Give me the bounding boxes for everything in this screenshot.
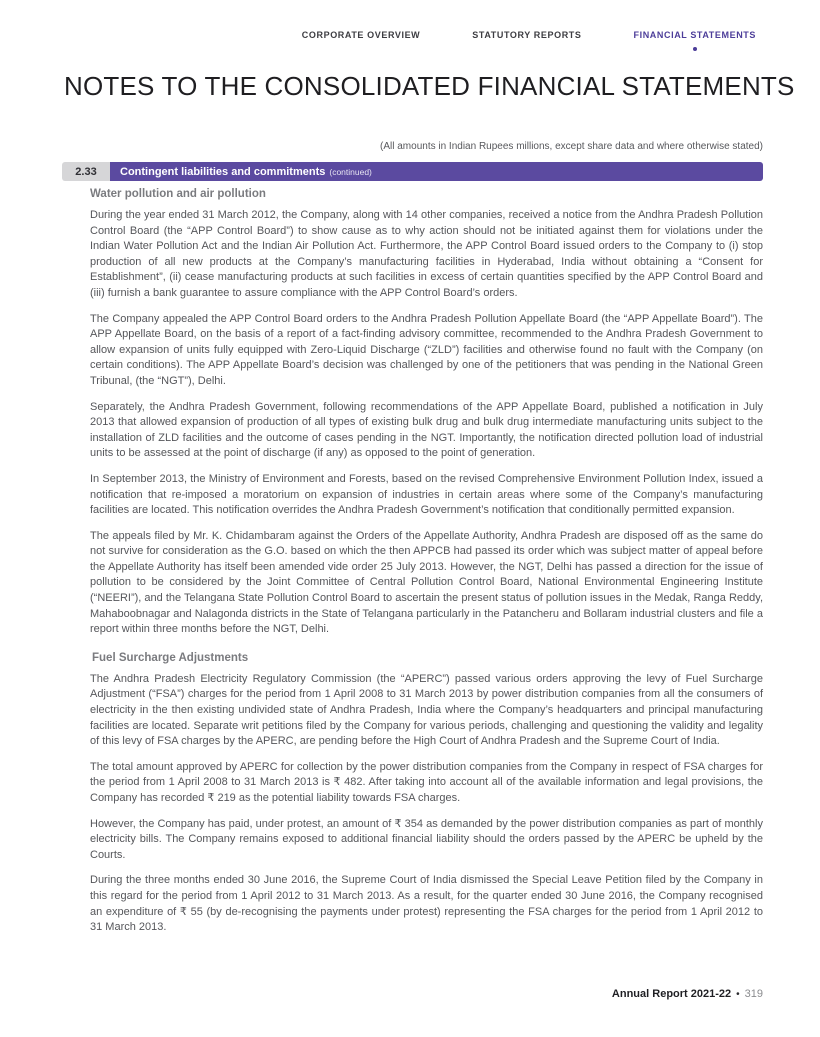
paragraph: Separately, the Andhra Pradesh Government, following recommendations of the APP Appellate Board, published a notification in July 2013 that allowed expansion of production of all types of existing bulk drug and bulk drug intermediate manufacturing units subject to the installation of ZLD facilities and the outcome of cases pending in the NGT. Importantly, the notification directed pollution load of industrial units to be assessed at the point of discharge (if any) as opposed to the point of generation.	[90, 400, 763, 460]
footer-page-number: 319	[744, 988, 763, 1000]
paragraph: The Company appealed the APP Control Board orders to the Andhra Pradesh Pollution Appellate Board (the “APP Appellate Board”). The APP Appellate Board, on the basis of a report of a fact-finding advisory committee, recommended to the Andhra Pradesh Government to allow expansion of units fully equipped with Zero-Liquid Discharge (“ZLD”) facilities and otherwise found no fault with the Company (on certain conditions). The APP Appellate Board’s decision was challenged by one of the petitioners that was pending in the National Green Tribunal, (the “NGT”), Delhi.	[90, 312, 763, 387]
subsection-heading-fuel-surcharge: Fuel Surcharge Adjustments	[92, 651, 249, 664]
nav-tab-statutory-reports[interactable]	[472, 30, 581, 40]
nav-tab-financial-statements[interactable]	[634, 30, 757, 51]
paragraph: The appeals filed by Mr. K. Chidambaram against the Orders of the Appellate Authority, Andhra Pradesh are disposed off as the same do not survive for consideration as the G.O. based on which the then APPCB had passed its order which was subject matter of appeal before the Appellate Authority has itself been amended vide order 25 July 2013. However, the NGT, Delhi has passed a direction for the issue of pollution to be considered by the Joint Committee of Central Pollution Control Board, National Environmental Engineering Institute (“NEERI”), and the Telangana State Pollution Control Board to ascertain the present status of pollution issues in the Medak, Ranga Reddy, Mahaboobnagar and Nalagonda districts in the State of Telangana particularly in the Patancheru and Bollaram industrial clusters and file a report within three months before the NGT, Delhi.	[90, 529, 763, 636]
paragraph: The Andhra Pradesh Electricity Regulatory Commission (the “APERC”) passed various orders approving the levy of Fuel Surcharge Adjustment (“FSA”) charges for the period from 1 April 2008 to 31 March 2013 by power distribution companies from all the consumers of electricity in the then existing undivided state of Andhra Pradesh, India where the Company’s headquarters and principal manufacturing facilities are located. Separate writ petitions filed by the Company for various periods, challenging and questioning the validity and legality of this levy of FSA charges by the APERC, are pending before the High Court of Andhra Pradesh and the Supreme Court of India.	[90, 672, 763, 748]
top-navigation	[302, 30, 756, 51]
section-continued-label: (continued)	[329, 166, 372, 177]
nav-tab-label: CORPORATE OVERVIEW	[301, 30, 421, 40]
section-title-bar	[110, 162, 763, 181]
footer-report-label: Annual Report 2021-22	[611, 988, 732, 1000]
paragraph: However, the Company has paid, under protest, an amount of ₹ 354 as demanded by the power distribution companies as part of monthly electricity bills. The Company remains exposed to additional financial liability should the orders passed by the APERC be upheld by the Courts.	[90, 817, 763, 861]
note-content	[90, 188, 763, 946]
paragraph: In September 2013, the Ministry of Environment and Forests, based on the revised Comprehensive Environment Pollution Index, issued a notification that re-imposed a moratorium on expansion of industries in certain areas where some of the Company’s manufacturing facilities are located. This notification overrides the Andhra Pradesh Government’s notification that conditionally permitted expansion.	[90, 472, 763, 517]
section-number: 2.33	[62, 162, 110, 181]
subsection-heading-water-pollution: Water pollution and air pollution	[90, 188, 266, 200]
section-title: Contingent liabilities and commitments	[120, 165, 326, 178]
footer-bullet-icon: •	[736, 988, 740, 1000]
page-title: NOTES TO THE CONSOLIDATED FINANCIAL STATEMENTS	[64, 71, 795, 101]
paragraph: The total amount approved by APERC for collection by the power distribution companies from the Company in respect of FSA charges for the period from 1 April 2008 to 31 March 2013 is ₹ 482. After taking into account all of the available information and legal provisions, the Company has recorded ₹ 219 as the potential liability towards FSA charges.	[90, 760, 763, 804]
page-footer	[612, 988, 763, 1000]
amounts-note: (All amounts in Indian Rupees millions, except share data and where otherwise stated)	[380, 141, 763, 152]
nav-tab-label: STATUTORY REPORTS	[472, 30, 582, 40]
active-tab-dot-icon	[693, 47, 697, 51]
nav-tab-label: FINANCIAL STATEMENTS	[633, 30, 756, 40]
section-header-bar	[62, 162, 763, 181]
paragraph: During the year ended 31 March 2012, the Company, along with 14 other companies, received a notice from the Andhra Pradesh Pollution Control Board (the “APP Control Board”) to show cause as to why action should not be initiated against them for violations under the Indian Water Pollution Act and the Indian Air Pollution Act. Furthermore, the APP Control Board issued orders to the Company to (i) stop production of all new products at the Company’s manufacturing facilities in Hyderabad, India without obtaining a “Consent for Establishment”, (ii) cease manufacturing products at such facilities in excess of certain quantities specified by the APP Control Board and (iii) furnish a bank guarantee to assure compliance with the APP Control Board’s orders.	[90, 209, 763, 299]
paragraph: During the three months ended 30 June 2016, the Supreme Court of India dismissed the Special Leave Petition filed by the Company in this regard for the period from 1 April 2012 to 31 March 2013. As a result, for the quarter ended 30 June 2016, the Company recognised an expenditure of ₹ 55 (by de-recognising the payments under protest) representing the FSA charges for the period from 1 April 2012 to 31 March 2013.	[90, 874, 763, 934]
nav-tab-corporate-overview[interactable]	[302, 30, 420, 40]
